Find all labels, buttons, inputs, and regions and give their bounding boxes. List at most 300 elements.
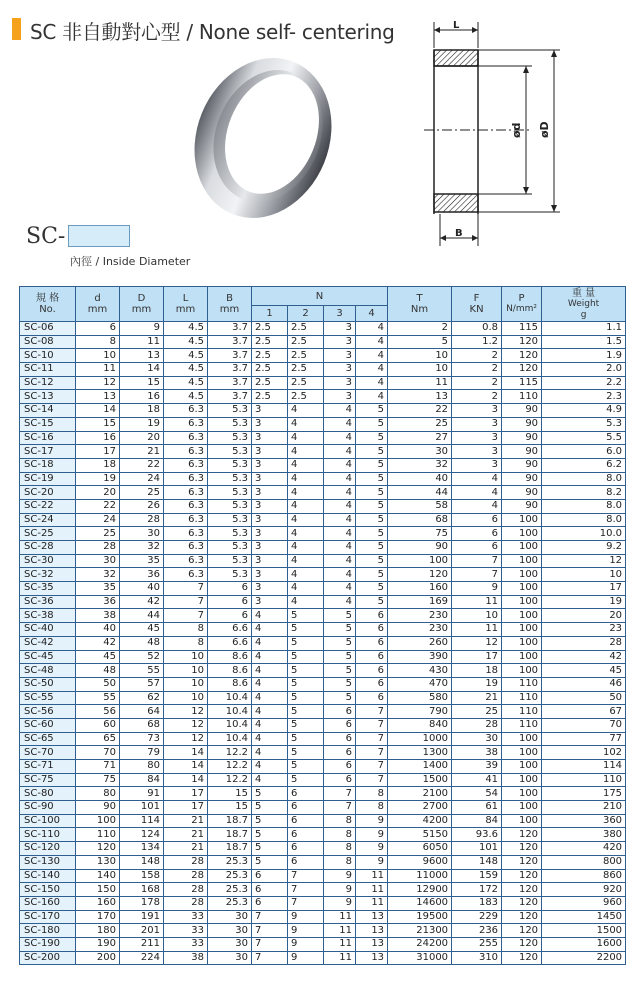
- table-cell: 9: [324, 883, 356, 897]
- table-cell: 140: [76, 869, 120, 883]
- table-cell: 120: [502, 951, 542, 965]
- table-cell: 4: [324, 445, 356, 459]
- table-cell: 130: [76, 855, 120, 869]
- table-cell: 9: [356, 842, 388, 856]
- table-cell: 7: [324, 787, 356, 801]
- table-cell: 5: [356, 541, 388, 555]
- table-cell: 3.7: [208, 363, 252, 377]
- table-cell: 11: [324, 924, 356, 938]
- table-cell: 7: [164, 595, 208, 609]
- table-cell: 5.3: [208, 568, 252, 582]
- table-cell: 420: [542, 842, 626, 856]
- table-cell: 4: [452, 472, 502, 486]
- table-cell: 100: [388, 554, 452, 568]
- table-cell: 18.7: [208, 814, 252, 828]
- table-row: [20, 376, 626, 390]
- table-cell: 7: [356, 705, 388, 719]
- table-cell: 90: [388, 541, 452, 555]
- table-cell: 3.7: [208, 322, 252, 336]
- table-cell: 27: [388, 431, 452, 445]
- table-cell: 3: [452, 445, 502, 459]
- table-cell: 75: [76, 773, 120, 787]
- table-row: [20, 363, 626, 377]
- table-cell: 11: [356, 869, 388, 883]
- table-cell: 5.3: [208, 527, 252, 541]
- table-cell: 3: [252, 513, 288, 527]
- table-cell: 25.3: [208, 869, 252, 883]
- table-cell: 22: [120, 458, 164, 472]
- table-cell: 5: [288, 705, 324, 719]
- table-cell: 19: [452, 677, 502, 691]
- table-cell: 65: [76, 732, 120, 746]
- table-cell: 62: [120, 691, 164, 705]
- table-cell: SC-32: [20, 568, 76, 582]
- table-cell: 24200: [388, 937, 452, 951]
- table-cell: 32: [388, 458, 452, 472]
- table-cell: 5: [356, 513, 388, 527]
- table-cell: 14: [164, 746, 208, 760]
- table-cell: 100: [502, 595, 542, 609]
- table-cell: SC-24: [20, 513, 76, 527]
- table-cell: 7: [164, 582, 208, 596]
- table-cell: 6: [288, 787, 324, 801]
- table-cell: 430: [388, 664, 452, 678]
- table-cell: 15: [208, 787, 252, 801]
- table-cell: 8: [356, 787, 388, 801]
- table-cell: 8: [164, 636, 208, 650]
- table-cell: 4: [288, 541, 324, 555]
- table-cell: 4: [288, 417, 324, 431]
- table-cell: SC-75: [20, 773, 76, 787]
- table-cell: 4: [252, 609, 288, 623]
- table-cell: 10.0: [542, 527, 626, 541]
- table-cell: SC-38: [20, 609, 76, 623]
- table-cell: 3: [452, 404, 502, 418]
- col-n3: 3: [324, 306, 356, 322]
- table-cell: 960: [542, 896, 626, 910]
- table-cell: 1.1: [542, 322, 626, 336]
- table-cell: 90: [502, 431, 542, 445]
- table-cell: 25.3: [208, 883, 252, 897]
- table-cell: 6: [288, 855, 324, 869]
- table-cell: 30: [208, 951, 252, 965]
- table-cell: 18: [76, 458, 120, 472]
- table-cell: 580: [388, 691, 452, 705]
- table-cell: 90: [502, 499, 542, 513]
- table-row: [20, 910, 626, 924]
- table-cell: 3: [452, 417, 502, 431]
- table-cell: 200: [76, 951, 120, 965]
- table-cell: 5: [288, 636, 324, 650]
- col-no: 規 格 No.: [20, 287, 76, 322]
- table-cell: 2: [452, 363, 502, 377]
- table-cell: 10: [76, 349, 120, 363]
- table-cell: 25: [120, 486, 164, 500]
- table-cell: 93.6: [452, 828, 502, 842]
- table-cell: 11: [356, 883, 388, 897]
- table-cell: 4: [288, 472, 324, 486]
- table-cell: 13: [76, 390, 120, 404]
- col-d: d mm: [76, 287, 120, 322]
- table-cell: 90: [502, 486, 542, 500]
- table-cell: 17: [452, 650, 502, 664]
- table-cell: 5: [252, 842, 288, 856]
- table-cell: 57: [120, 677, 164, 691]
- table-cell: 6: [252, 896, 288, 910]
- col-N: N: [252, 287, 388, 306]
- table-cell: 10: [164, 691, 208, 705]
- table-cell: 10.4: [208, 732, 252, 746]
- table-cell: 168: [120, 883, 164, 897]
- table-cell: 9: [288, 924, 324, 938]
- table-cell: 6: [356, 609, 388, 623]
- table-cell: 360: [542, 814, 626, 828]
- table-cell: 25: [452, 705, 502, 719]
- table-cell: 175: [542, 787, 626, 801]
- table-cell: SC-30: [20, 554, 76, 568]
- table-cell: 8: [324, 855, 356, 869]
- table-cell: 42: [76, 636, 120, 650]
- table-cell: 9: [288, 910, 324, 924]
- table-cell: SC-25: [20, 527, 76, 541]
- table-cell: SC-60: [20, 718, 76, 732]
- table-row: [20, 554, 626, 568]
- table-cell: 13: [356, 951, 388, 965]
- table-cell: 4: [356, 349, 388, 363]
- table-cell: 6.3: [164, 513, 208, 527]
- table-cell: 191: [120, 910, 164, 924]
- table-cell: 4.5: [164, 390, 208, 404]
- table-cell: 68: [120, 718, 164, 732]
- table-cell: 14: [164, 773, 208, 787]
- table-cell: 100: [502, 746, 542, 760]
- table-cell: 160: [388, 582, 452, 596]
- table-cell: 9600: [388, 855, 452, 869]
- spec-table: [19, 286, 626, 965]
- table-cell: 79: [120, 746, 164, 760]
- table-cell: 4: [288, 431, 324, 445]
- table-cell: 2.5: [252, 363, 288, 377]
- col-n1: 1: [252, 306, 288, 322]
- table-cell: 101: [452, 842, 502, 856]
- table-cell: 120: [502, 335, 542, 349]
- table-cell: 3.7: [208, 349, 252, 363]
- table-cell: 6.3: [164, 404, 208, 418]
- table-cell: 14600: [388, 896, 452, 910]
- table-cell: 6: [208, 609, 252, 623]
- table-cell: 100: [502, 609, 542, 623]
- cross-section-drawing: [420, 14, 600, 254]
- table-cell: 236: [452, 924, 502, 938]
- table-cell: 3: [252, 486, 288, 500]
- table-cell: 170: [76, 910, 120, 924]
- table-cell: SC-180: [20, 924, 76, 938]
- table-cell: 2: [452, 376, 502, 390]
- table-cell: 4: [452, 499, 502, 513]
- table-cell: 21300: [388, 924, 452, 938]
- table-cell: 4: [324, 499, 356, 513]
- table-cell: 120: [502, 869, 542, 883]
- table-cell: 11: [324, 937, 356, 951]
- table-cell: 178: [120, 896, 164, 910]
- table-cell: 120: [502, 924, 542, 938]
- table-cell: 2.5: [288, 363, 324, 377]
- table-cell: 16: [76, 431, 120, 445]
- table-cell: 3: [324, 363, 356, 377]
- table-cell: 8.6: [208, 650, 252, 664]
- table-cell: 4: [252, 664, 288, 678]
- table-cell: 3: [324, 376, 356, 390]
- table-cell: 6.3: [164, 445, 208, 459]
- table-cell: SC-190: [20, 937, 76, 951]
- table-row: [20, 623, 626, 637]
- table-cell: 32: [120, 541, 164, 555]
- table-cell: 58: [388, 499, 452, 513]
- table-cell: 100: [502, 787, 542, 801]
- table-cell: 5: [252, 855, 288, 869]
- label-L: L: [453, 20, 460, 31]
- table-cell: 24: [76, 513, 120, 527]
- table-cell: SC-35: [20, 582, 76, 596]
- table-cell: 5: [356, 431, 388, 445]
- table-cell: 48: [120, 636, 164, 650]
- table-cell: 5: [324, 664, 356, 678]
- table-cell: 1.9: [542, 349, 626, 363]
- table-cell: 18.7: [208, 842, 252, 856]
- table-cell: SC-55: [20, 691, 76, 705]
- table-cell: 11: [76, 363, 120, 377]
- table-row: [20, 705, 626, 719]
- table-cell: 6: [288, 814, 324, 828]
- table-cell: 5: [356, 527, 388, 541]
- table-cell: 860: [542, 869, 626, 883]
- table-cell: 2.5: [288, 322, 324, 336]
- table-cell: 5.3: [208, 417, 252, 431]
- table-cell: 5.3: [208, 404, 252, 418]
- table-row: [20, 842, 626, 856]
- table-cell: 36: [120, 568, 164, 582]
- table-cell: 1.2: [452, 335, 502, 349]
- table-cell: 120: [502, 937, 542, 951]
- table-cell: 10: [388, 363, 452, 377]
- table-cell: 4: [356, 363, 388, 377]
- table-cell: 11: [324, 951, 356, 965]
- table-cell: 7: [164, 609, 208, 623]
- table-cell: 2.5: [288, 376, 324, 390]
- table-cell: 22: [76, 499, 120, 513]
- table-cell: 28: [164, 855, 208, 869]
- table-cell: 6: [324, 718, 356, 732]
- table-cell: 110: [502, 705, 542, 719]
- table-row: [20, 445, 626, 459]
- table-cell: SC-70: [20, 746, 76, 760]
- table-cell: 6: [452, 513, 502, 527]
- table-cell: 15: [208, 801, 252, 815]
- table-cell: 9: [288, 951, 324, 965]
- table-cell: 6: [252, 869, 288, 883]
- table-cell: 6: [452, 541, 502, 555]
- table-cell: 5.3: [208, 554, 252, 568]
- table-cell: 110: [502, 390, 542, 404]
- table-cell: 18: [452, 664, 502, 678]
- table-cell: 8: [324, 814, 356, 828]
- table-cell: 7: [252, 910, 288, 924]
- table-cell: 120: [502, 896, 542, 910]
- table-cell: 120: [502, 842, 542, 856]
- table-cell: 9: [288, 937, 324, 951]
- table-cell: 3: [252, 554, 288, 568]
- table-cell: 5.3: [208, 541, 252, 555]
- table-cell: 148: [452, 855, 502, 869]
- table-cell: 4.5: [164, 335, 208, 349]
- table-cell: 3.7: [208, 335, 252, 349]
- table-cell: 22: [388, 404, 452, 418]
- table-row: [20, 773, 626, 787]
- table-cell: 14: [76, 404, 120, 418]
- table-cell: 35: [120, 554, 164, 568]
- table-cell: 5.3: [208, 458, 252, 472]
- table-cell: 5: [356, 595, 388, 609]
- table-cell: 8.0: [542, 513, 626, 527]
- table-cell: 7: [288, 883, 324, 897]
- table-cell: 11: [388, 376, 452, 390]
- table-cell: SC-06: [20, 322, 76, 336]
- table-cell: 4: [324, 541, 356, 555]
- table-row: [20, 568, 626, 582]
- table-cell: 5: [252, 828, 288, 842]
- table-cell: 38: [164, 951, 208, 965]
- table-cell: 114: [542, 760, 626, 774]
- table-cell: 4: [288, 486, 324, 500]
- table-cell: 35: [76, 582, 120, 596]
- table-cell: 9: [356, 855, 388, 869]
- table-cell: 9: [356, 828, 388, 842]
- table-cell: 150: [76, 883, 120, 897]
- table-cell: SC-20: [20, 486, 76, 500]
- table-cell: 124: [120, 828, 164, 842]
- table-cell: 13: [356, 924, 388, 938]
- table-cell: 5: [288, 664, 324, 678]
- table-cell: 17: [164, 787, 208, 801]
- table-cell: SC-15: [20, 417, 76, 431]
- table-cell: 19: [76, 472, 120, 486]
- table-cell: 7: [288, 896, 324, 910]
- table-row: [20, 896, 626, 910]
- table-cell: 6.3: [164, 486, 208, 500]
- table-row: [20, 636, 626, 650]
- table-cell: 5: [252, 787, 288, 801]
- table-cell: 4: [252, 718, 288, 732]
- table-cell: 180: [76, 924, 120, 938]
- table-cell: 6: [208, 595, 252, 609]
- table-cell: 1450: [542, 910, 626, 924]
- table-cell: 4: [324, 513, 356, 527]
- table-cell: 90: [502, 404, 542, 418]
- table-cell: 19: [542, 595, 626, 609]
- table-cell: 190: [76, 937, 120, 951]
- table-cell: 4: [252, 732, 288, 746]
- table-cell: 5: [356, 554, 388, 568]
- table-cell: SC-16: [20, 431, 76, 445]
- table-cell: 3: [252, 458, 288, 472]
- table-cell: 38: [452, 746, 502, 760]
- table-cell: 6: [208, 582, 252, 596]
- table-cell: 4: [324, 582, 356, 596]
- table-cell: 158: [120, 869, 164, 883]
- table-cell: 110: [502, 718, 542, 732]
- table-cell: 9: [452, 582, 502, 596]
- table-cell: 12: [164, 718, 208, 732]
- table-cell: 9: [120, 322, 164, 336]
- table-cell: 6.3: [164, 527, 208, 541]
- table-cell: 84: [120, 773, 164, 787]
- table-cell: 50: [76, 677, 120, 691]
- table-cell: 30: [452, 732, 502, 746]
- table-cell: SC-160: [20, 896, 76, 910]
- table-cell: 8.6: [208, 664, 252, 678]
- table-cell: 6.3: [164, 417, 208, 431]
- table-cell: 5: [252, 801, 288, 815]
- table-row: [20, 883, 626, 897]
- table-cell: 100: [502, 554, 542, 568]
- table-cell: 120: [502, 828, 542, 842]
- table-cell: 8: [324, 842, 356, 856]
- table-cell: 11: [452, 595, 502, 609]
- table-cell: 3: [452, 458, 502, 472]
- table-cell: 6.6: [208, 636, 252, 650]
- table-cell: 2.5: [252, 390, 288, 404]
- table-cell: 12: [164, 732, 208, 746]
- col-P: P N/mm²: [502, 287, 542, 322]
- table-cell: 6: [356, 664, 388, 678]
- table-row: [20, 595, 626, 609]
- table-cell: 4: [252, 691, 288, 705]
- inside-diameter-label: 內徑 / Inside Diameter: [70, 255, 191, 268]
- table-cell: 6.3: [164, 458, 208, 472]
- table-cell: 8.6: [208, 677, 252, 691]
- table-cell: 36: [76, 595, 120, 609]
- table-cell: 7: [356, 746, 388, 760]
- table-cell: 3: [252, 568, 288, 582]
- table-cell: 5: [324, 623, 356, 637]
- table-cell: 5.3: [208, 513, 252, 527]
- table-cell: 100: [502, 760, 542, 774]
- table-cell: SC-11: [20, 363, 76, 377]
- table-cell: 224: [120, 951, 164, 965]
- table-cell: 840: [388, 718, 452, 732]
- table-cell: 1500: [542, 924, 626, 938]
- table-cell: 2.0: [542, 363, 626, 377]
- table-cell: 8.0: [542, 472, 626, 486]
- table-row: [20, 499, 626, 513]
- table-cell: 90: [502, 445, 542, 459]
- table-cell: 4: [288, 582, 324, 596]
- table-cell: 9: [324, 869, 356, 883]
- table-cell: 4: [288, 458, 324, 472]
- table-row: [20, 924, 626, 938]
- table-cell: 114: [120, 814, 164, 828]
- table-cell: 100: [502, 527, 542, 541]
- table-cell: SC-10: [20, 349, 76, 363]
- table-row: [20, 541, 626, 555]
- table-cell: 67: [542, 705, 626, 719]
- table-cell: 2.3: [542, 390, 626, 404]
- table-cell: 4: [252, 705, 288, 719]
- table-cell: 120: [502, 855, 542, 869]
- col-L: L mm: [164, 287, 208, 322]
- table-cell: 4: [356, 335, 388, 349]
- table-cell: 100: [76, 814, 120, 828]
